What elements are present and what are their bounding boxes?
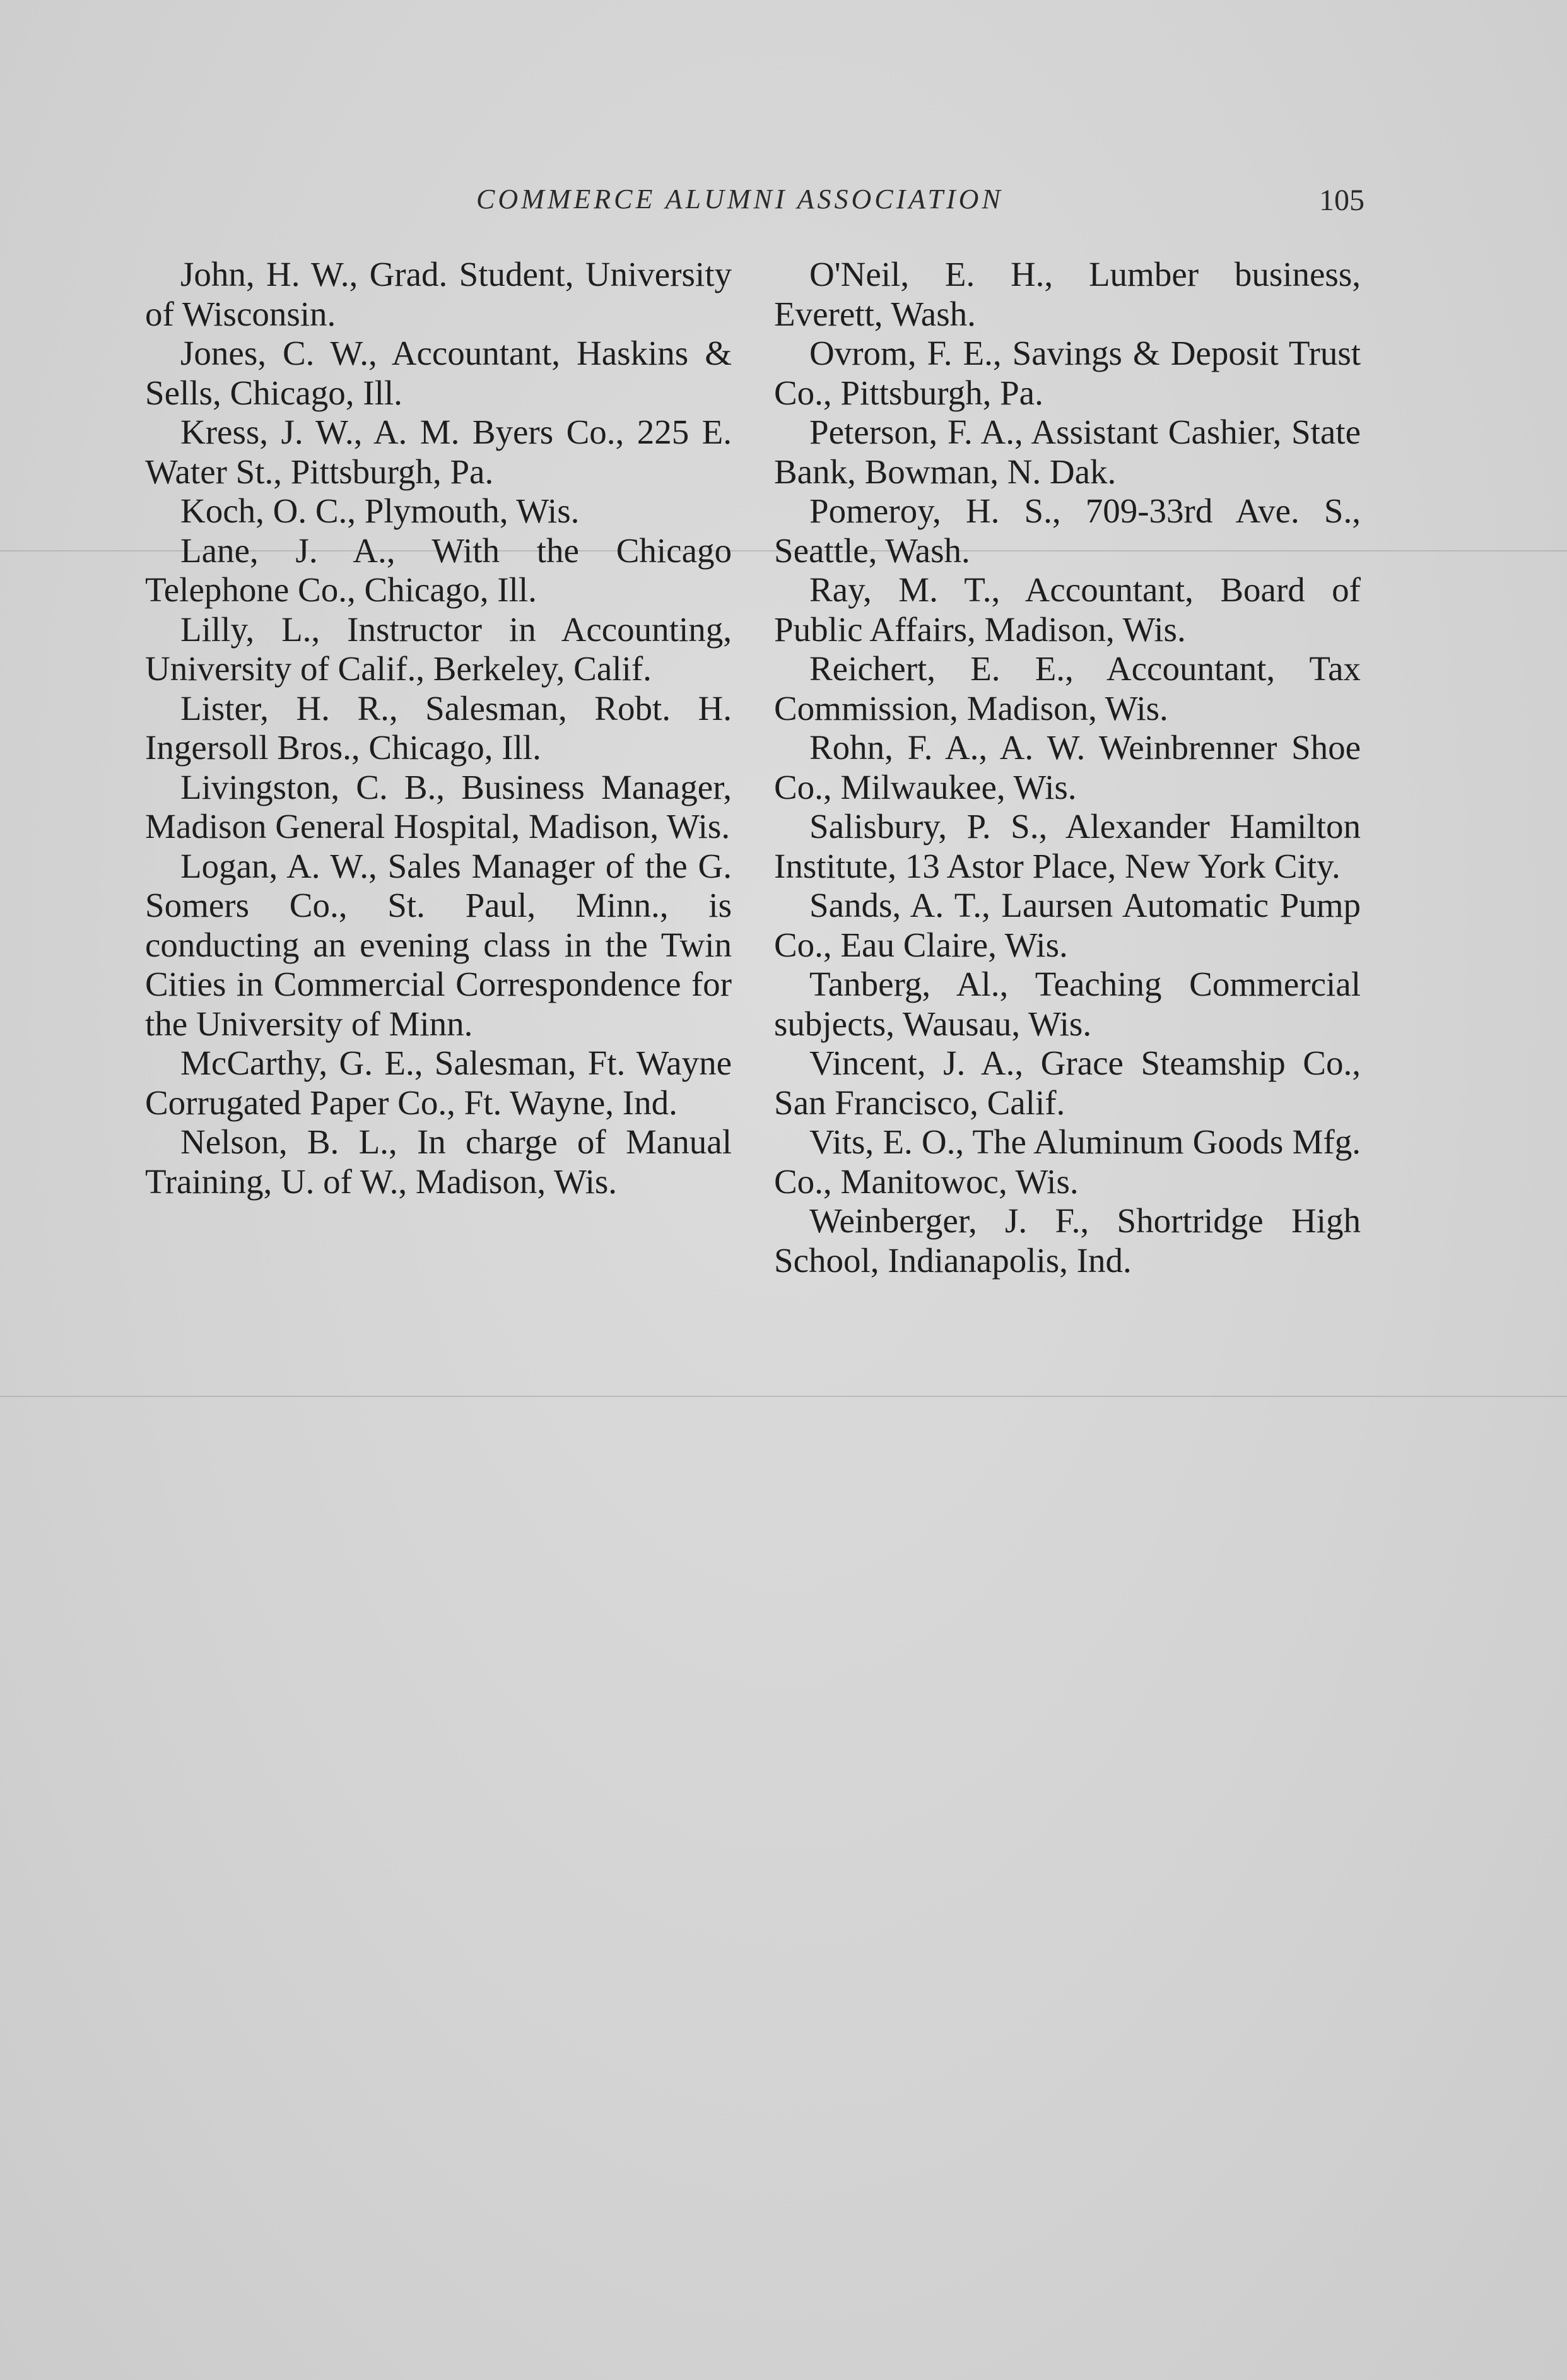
directory-entry: Lilly, L., Instructor in Accounting, University of Calif., Berkeley, Calif. [145,610,732,688]
directory-entry: Lane, J. A., With the Chicago Telephone Co., Chicago, Ill. [145,531,732,609]
directory-entry: Koch, O. C., Plymouth, Wis. [180,492,580,530]
directory-entry: Logan, A. W., Sales Manager of the G. Somers Co., St. Paul, Minn., is conducting an evening class in the Twin Cities in Commercial Correspondence for the University of Minn. [145,846,732,1043]
right-column [774,255,1361,1280]
directory-entry: Rohn, F. A., A. W. Weinbrenner Shoe Co., Milwaukee, Wis. [774,728,1361,806]
running-title: COMMERCE ALUMNI ASSOCIATION [476,184,1004,215]
directory-entry: Weinberger, J. F., Shortridge High School, Indianapolis, Ind. [774,1201,1361,1280]
directory-entry: Peterson, F. A., Assistant Cashier, State Bank, Bowman, N. Dak. [774,413,1361,491]
directory-entry: John, H. W., Grad. Student, University of Wisconsin. [145,255,732,333]
left-column [145,255,732,1201]
directory-entry: Ray, M. T., Accountant, Board of Public Affairs, Madison, Wis. [774,570,1361,649]
directory-entry: Sands, A. T., Laursen Automatic Pump Co., Eau Claire, Wis. [774,886,1361,964]
directory-entry: Jones, C. W., Accountant, Haskins & Sells, Chicago, Ill. [145,334,732,412]
directory-entry: Lister, H. R., Salesman, Robt. H. Ingersoll Bros., Chicago, Ill. [145,688,732,767]
directory-entry: Pomeroy, H. S., 709-33rd Ave. S., Seattle, Wash. [774,492,1361,570]
directory-entry: Nelson, B. L., In charge of Manual Training, U. of W., Madison, Wis. [145,1122,732,1201]
directory-entry: Ovrom, F. E., Savings & Deposit Trust Co., Pittsburgh, Pa. [774,334,1361,412]
directory-entry: Livingston, C. B., Business Manager, Madison General Hospital, Madison, Wis. [145,767,732,845]
directory-entry: McCarthy, G. E., Salesman, Ft. Wayne Corrugated Paper Co., Ft. Wayne, Ind. [145,1044,732,1122]
directory-entry: Vincent, J. A., Grace Steamship Co., San Francisco, Calif. [774,1044,1361,1122]
directory-entry: Reichert, E. E., Accountant, Tax Commission, Madison, Wis. [774,649,1361,728]
scan-line [0,1396,1567,1397]
directory-entry: Vits, E. O., The Aluminum Goods Mfg. Co., Manitowoc, Wis. [774,1122,1361,1201]
page-number: 105 [1319,184,1365,217]
directory-entry: O'Neil, E. H., Lumber business, Everett, Wash. [774,255,1361,333]
directory-entry: Tanberg, Al., Teaching Commercial subjects, Wausau, Wis. [774,965,1361,1043]
directory-entry: Kress, J. W., A. M. Byers Co., 225 E. Water St., Pittsburgh, Pa. [145,413,732,491]
directory-entry: Salisbury, P. S., Alexander Hamilton Institute, 13 Astor Place, New York City. [774,807,1361,885]
